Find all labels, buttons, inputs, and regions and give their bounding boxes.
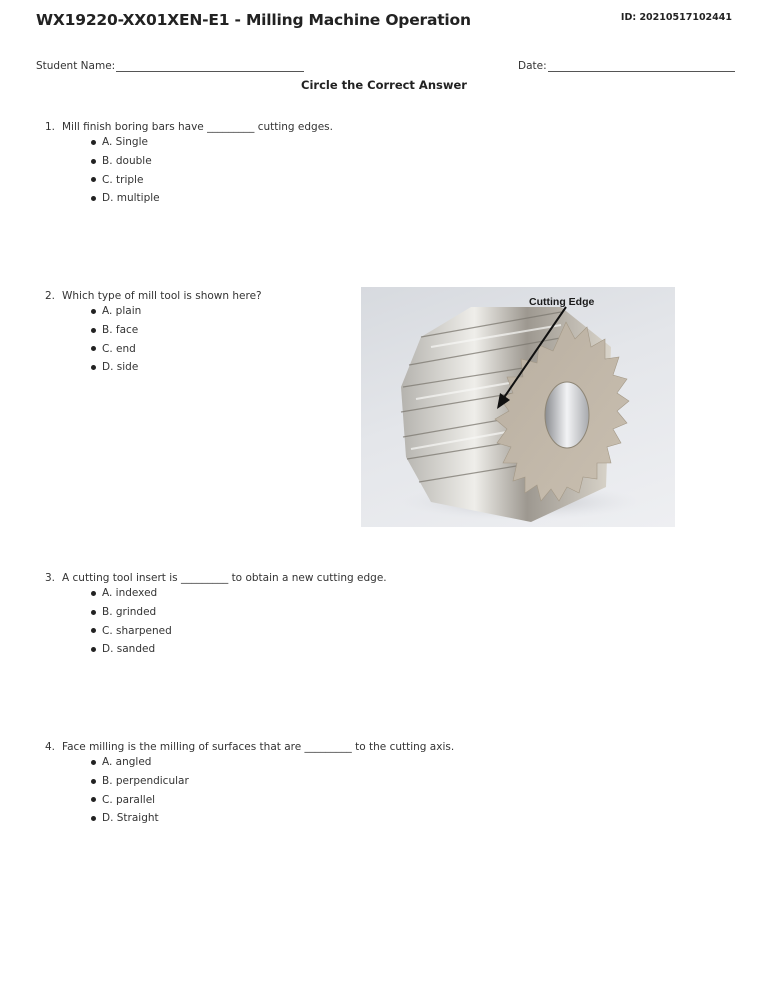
student-name-field[interactable] <box>36 60 304 72</box>
option-label: A. indexed <box>102 587 158 599</box>
option-c[interactable] <box>91 622 387 641</box>
question-3 <box>45 572 387 659</box>
option-label: D. multiple <box>102 192 160 205</box>
bullet-icon <box>91 196 96 201</box>
option-label: A. angled <box>102 756 152 768</box>
bullet-icon <box>91 797 96 802</box>
bullet-icon <box>91 328 96 333</box>
option-d[interactable] <box>91 640 387 659</box>
option-label: A. Single <box>102 136 148 148</box>
option-label: C. end <box>102 342 136 355</box>
question-number: 4. <box>45 741 56 753</box>
question-number: 3. <box>45 572 56 584</box>
instructions-heading: Circle the Correct Answer <box>301 78 467 92</box>
question-4 <box>45 741 454 828</box>
option-b[interactable] <box>91 321 262 340</box>
question-text: Which type of mill tool is shown here? <box>62 290 262 302</box>
bullet-icon <box>91 177 96 182</box>
option-label: C. sharpened <box>102 624 172 637</box>
bullet-icon <box>91 159 96 164</box>
option-label: A. plain <box>102 305 142 317</box>
option-b[interactable] <box>91 603 387 622</box>
bullet-icon <box>91 628 96 633</box>
option-c[interactable] <box>91 171 333 190</box>
document-id: ID: 20210517102441 <box>620 12 732 23</box>
answer-options <box>91 753 454 828</box>
option-label: B. perpendicular <box>102 774 189 787</box>
question-text: Mill finish boring bars have _________ cutting edges. <box>62 121 333 133</box>
option-a[interactable] <box>91 133 333 152</box>
option-b[interactable] <box>91 152 333 171</box>
question-number: 1. <box>45 121 56 133</box>
date-field[interactable] <box>518 60 735 72</box>
answer-options <box>91 302 262 377</box>
option-d[interactable] <box>91 358 262 377</box>
bullet-icon <box>91 365 96 370</box>
option-b[interactable] <box>91 772 454 791</box>
question-1 <box>45 121 333 208</box>
question-text: Face milling is the milling of surfaces that are _________ to the cutting axis. <box>62 741 455 753</box>
bullet-icon <box>91 610 96 615</box>
option-d[interactable] <box>91 809 454 828</box>
question-text: A cutting tool insert is _________ to obtain a new cutting edge. <box>62 572 387 584</box>
option-d[interactable] <box>91 189 333 208</box>
bullet-icon <box>91 779 96 784</box>
milling-cutter-figure <box>361 287 675 527</box>
bullet-icon <box>91 140 96 145</box>
option-a[interactable] <box>91 584 387 603</box>
answer-options <box>91 133 333 208</box>
option-label: B. grinded <box>102 605 157 618</box>
option-label: D. side <box>102 361 139 374</box>
bullet-icon <box>91 816 96 821</box>
option-label: D. sanded <box>102 643 156 656</box>
bullet-icon <box>91 346 96 351</box>
date-label: Date: <box>518 60 547 72</box>
option-c[interactable] <box>91 340 262 359</box>
option-label: C. parallel <box>102 793 156 806</box>
option-label: B. double <box>102 154 152 167</box>
option-label: C. triple <box>102 173 144 186</box>
bullet-icon <box>91 309 96 314</box>
option-c[interactable] <box>91 791 454 810</box>
question-2 <box>45 290 262 377</box>
bullet-icon <box>91 647 96 652</box>
answer-options <box>91 584 387 659</box>
question-number: 2. <box>45 290 56 302</box>
helical-mill-cutter-illustration <box>361 287 675 527</box>
student-name-line[interactable] <box>116 61 304 72</box>
student-name-label: Student Name: <box>36 60 116 72</box>
bullet-icon <box>91 591 96 596</box>
worksheet-title: WX19220-XX01XEN-E1 - Milling Machine Operation <box>36 11 471 29</box>
option-label: D. Straight <box>102 812 159 825</box>
option-a[interactable] <box>91 302 262 321</box>
bullet-icon <box>91 760 96 765</box>
cutting-edge-label: Cutting Edge <box>529 296 595 308</box>
date-line[interactable] <box>548 61 735 72</box>
option-label: B. face <box>102 323 139 336</box>
option-a[interactable] <box>91 753 454 772</box>
